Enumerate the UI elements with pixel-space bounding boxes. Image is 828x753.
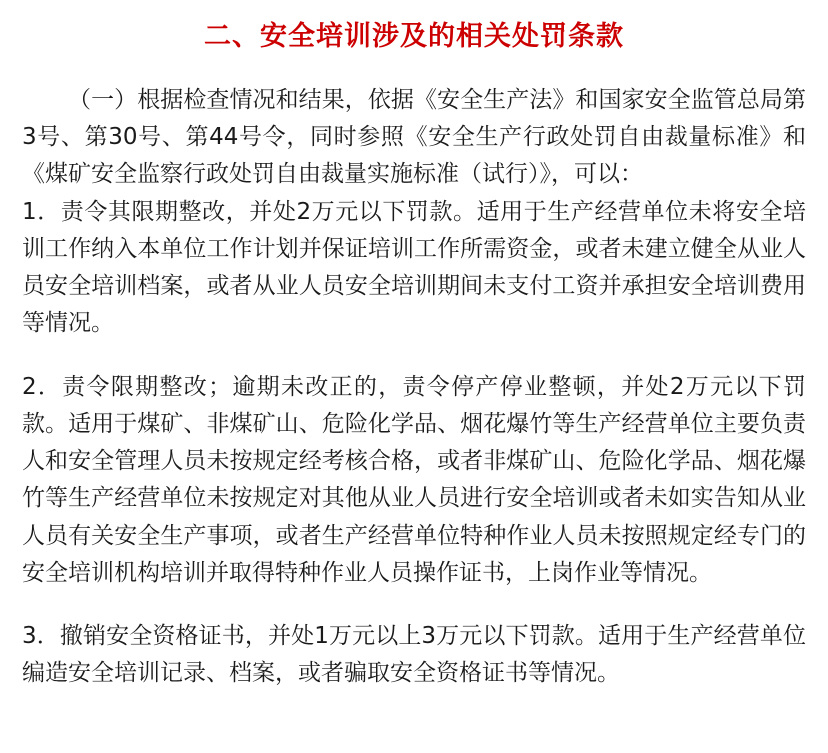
document-body [0,82,828,693]
paragraph-item-2: 2．责令限期整改；逾期未改正的，责令停产停业整顿，并处2万元以下罚款。适用于煤矿、非煤矿山、危险化学品、烟花爆竹等生产经营单位主要负责人和安全管理人员未按规定经考核合格，或者非煤矿山、危险化学品、烟花爆竹等生产经营单位未按规定对其他从业人员进行安全培训或者未如实告知从业人员有关安全生产事项，或者生产经营单位特种作业人员未按照规定经专门的安全培训机构培训并取得特种作业人员操作证书，上岗作业等情况。 [22,373,806,586]
page-title: 二、安全培训涉及的相关处罚条款 [204,21,624,52]
paragraph-item-1: 1．责令其限期整改，并处2万元以下罚款。适用于生产经营单位未将安全培训工作纳入本单位工作计划并保证培训工作所需资金，或者未建立健全从业人员安全培训档案，或者从业人员安全培训期间未支付工资并承担安全培训费用等情况。 [22,198,806,337]
paragraph-item-3: 3．撤销安全资格证书，并处1万元以上3万元以下罚款。适用于生产经营单位编造安全培训记录、档案，或者骗取安全资格证书等情况。 [22,623,806,687]
paragraph-intro: （一）根据检查情况和结果，依据《安全生产法》和国家安全监管总局第3号、第30号、第44号令，同时参照《安全生产行政处罚自由裁量标准》和《煤矿安全监察行政处罚自由裁量实施标准（试行）》，可以： [22,86,806,188]
document-page [0,18,828,753]
